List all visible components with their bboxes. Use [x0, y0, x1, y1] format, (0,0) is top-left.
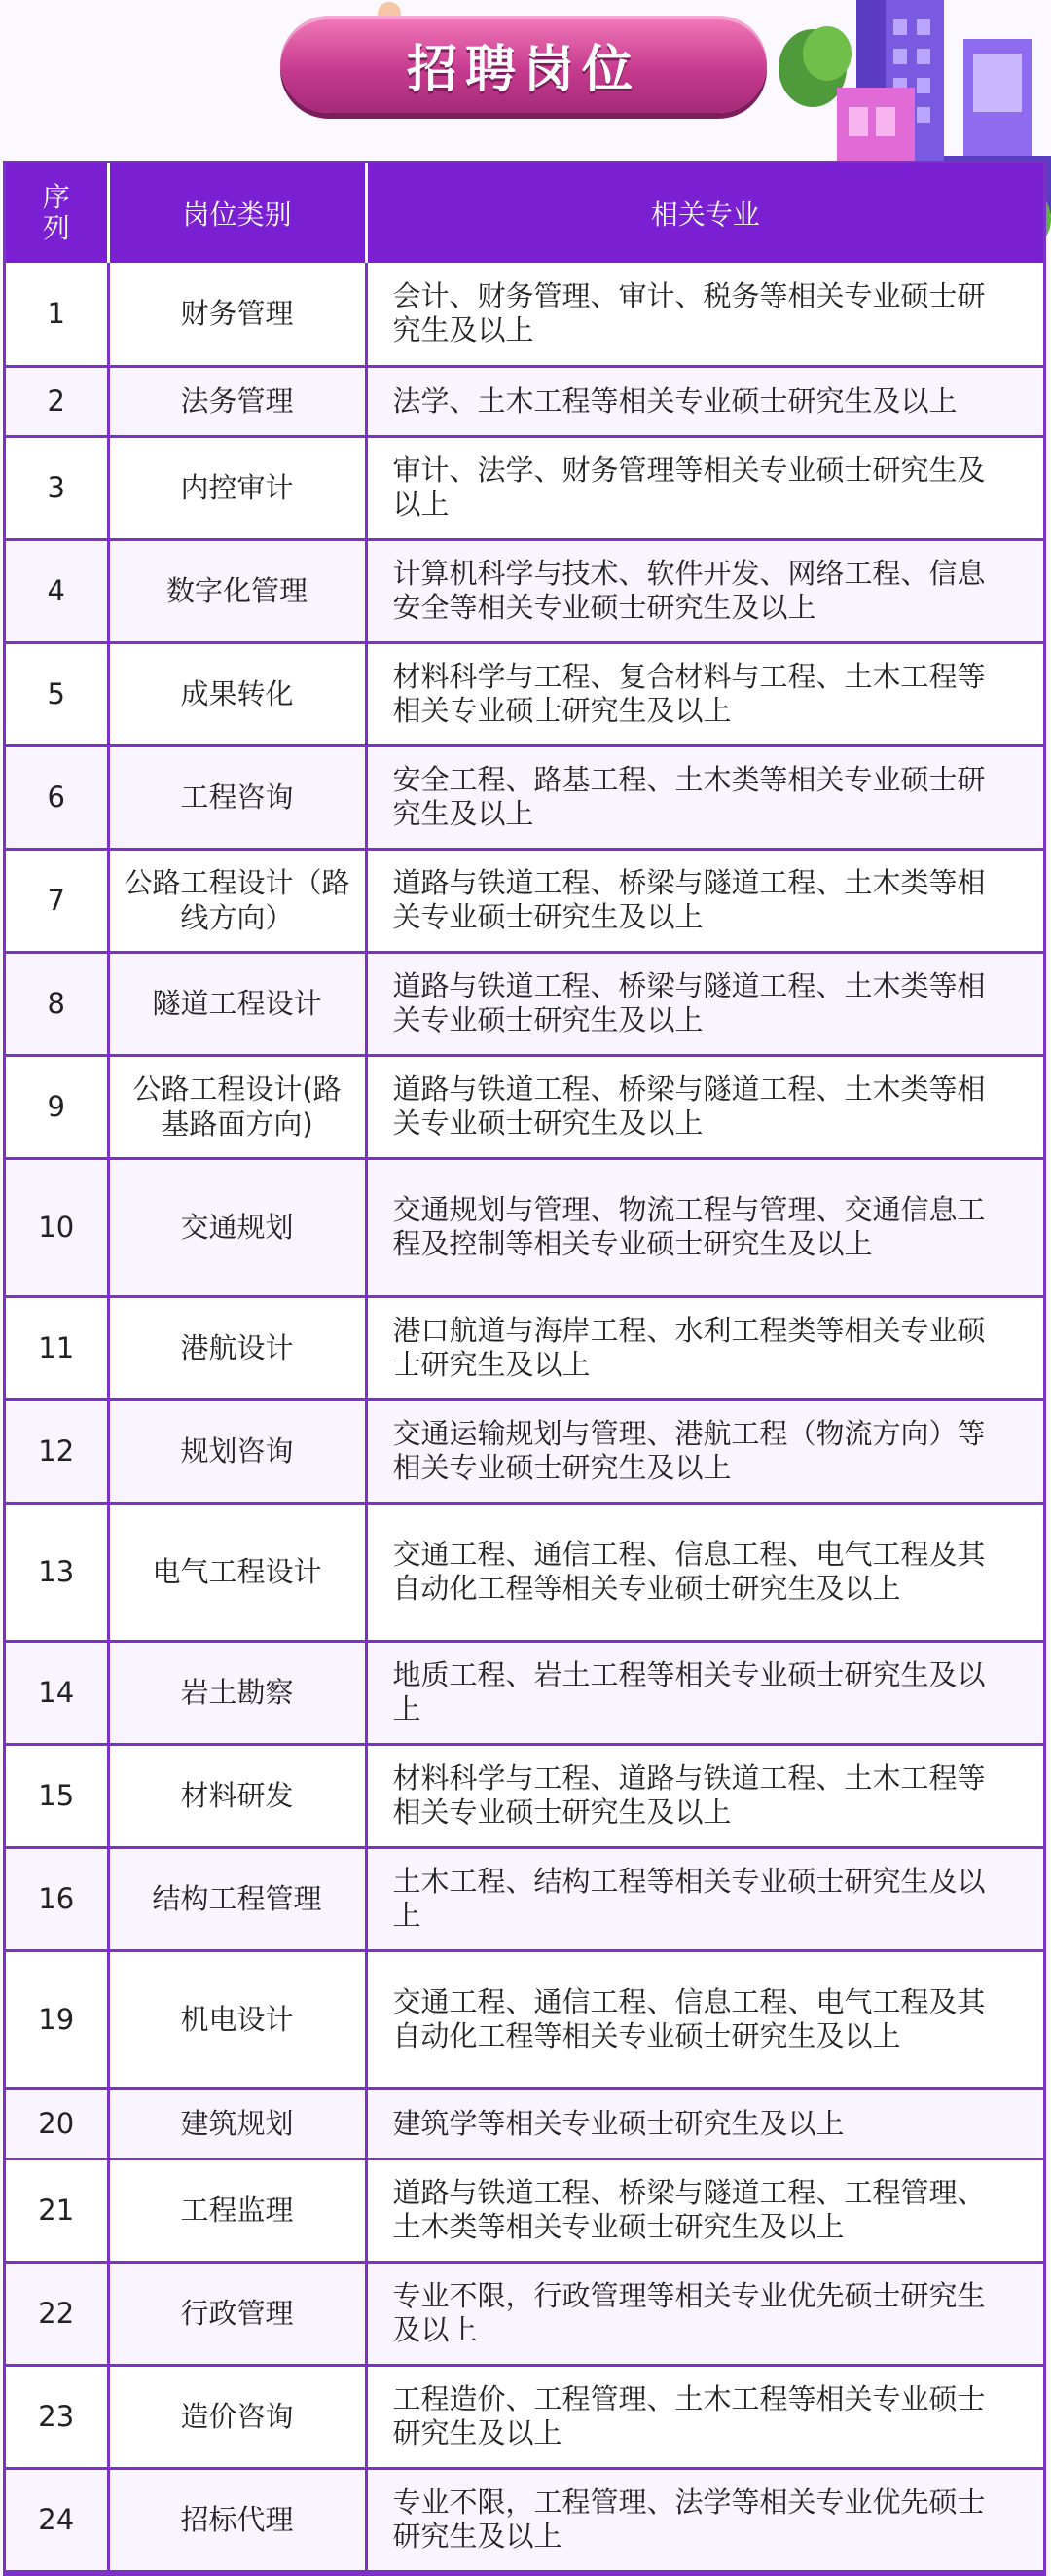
row-number: 19: [6, 1950, 108, 2088]
table-row: [6, 642, 1043, 745]
row-number: 15: [6, 1744, 108, 1847]
row-number: 12: [6, 1399, 108, 1503]
row-number: 22: [6, 2262, 108, 2365]
row-major: 交通运输规划与管理、港航工程（物流方向）等相关专业硕士研究生及以上: [366, 1399, 1043, 1503]
table-row: [6, 1744, 1043, 1847]
table-row: [6, 745, 1043, 849]
table-row: [6, 2159, 1043, 2262]
row-major: 交通工程、通信工程、信息工程、电气工程及其自动化工程等相关专业硕士研究生及以上: [366, 1950, 1043, 2088]
row-major: 专业不限，行政管理等相关专业优先硕士研究生及以上: [366, 2262, 1043, 2365]
row-number: 13: [6, 1503, 108, 1641]
row-category: 工程咨询: [108, 745, 366, 849]
row-category: 行政管理: [108, 2262, 366, 2365]
header-area: [0, 0, 1051, 161]
row-major: 审计、法学、财务管理等相关专业硕士研究生及以上: [366, 436, 1043, 539]
table-row: [6, 2088, 1043, 2159]
row-category: 内控审计: [108, 436, 366, 539]
row-major: 土木工程、结构工程等相关专业硕士研究生及以上: [366, 1847, 1043, 1950]
row-number: 14: [6, 1641, 108, 1744]
row-number: 21: [6, 2159, 108, 2262]
row-number: 9: [6, 1055, 108, 1158]
row-category: 工程监理: [108, 2159, 366, 2262]
row-category: 电气工程设计: [108, 1503, 366, 1641]
table-row: [6, 263, 1043, 366]
row-major: 材料科学与工程、道路与铁道工程、土木工程等相关专业硕士研究生及以上: [366, 1744, 1043, 1847]
row-number: 10: [6, 1158, 108, 1296]
table-row: [6, 849, 1043, 952]
table-header-row: [6, 163, 1043, 263]
row-major: 建筑学等相关专业硕士研究生及以上: [366, 2088, 1043, 2159]
banner-title: 招聘岗位: [406, 40, 640, 99]
row-major: 道路与铁道工程、桥梁与隧道工程、土木类等相关专业硕士研究生及以上: [366, 952, 1043, 1055]
table-row: [6, 2262, 1043, 2365]
row-category: 港航设计: [108, 1296, 366, 1399]
row-major: 道路与铁道工程、桥梁与隧道工程、土木类等相关专业硕士研究生及以上: [366, 1055, 1043, 1158]
row-number: 24: [6, 2468, 108, 2571]
row-category: 规划咨询: [108, 1399, 366, 1503]
row-major: 交通规划与管理、物流工程与管理、交通信息工程及控制等相关专业硕士研究生及以上: [366, 1158, 1043, 1296]
row-major: 道路与铁道工程、桥梁与隧道工程、工程管理、土木类等相关专业硕士研究生及以上: [366, 2159, 1043, 2262]
header-category: 岗位类别: [108, 163, 366, 263]
row-category: 交通规划: [108, 1158, 366, 1296]
row-category: 公路工程设计(路基路面方向): [108, 1055, 366, 1158]
row-number: 11: [6, 1296, 108, 1399]
row-category: 招标代理: [108, 2468, 366, 2571]
row-major: 道路与铁道工程、桥梁与隧道工程、土木类等相关专业硕士研究生及以上: [366, 849, 1043, 952]
row-category: 岩土勘察: [108, 1641, 366, 1744]
row-number: 6: [6, 745, 108, 849]
row-major: 专业不限，工程管理、法学等相关专业优先硕士研究生及以上: [366, 2468, 1043, 2571]
row-category: 造价咨询: [108, 2365, 366, 2468]
row-major: 法学、土木工程等相关专业硕士研究生及以上: [366, 366, 1043, 436]
table-row: [6, 952, 1043, 1055]
row-category: 建筑规划: [108, 2088, 366, 2159]
table-row: [6, 1296, 1043, 1399]
row-number: 8: [6, 952, 108, 1055]
row-category: 数字化管理: [108, 539, 366, 642]
row-number: 16: [6, 1847, 108, 1950]
table-row: [6, 1055, 1043, 1158]
row-category: 财务管理: [108, 263, 366, 366]
row-category: 隧道工程设计: [108, 952, 366, 1055]
table-row: [6, 1503, 1043, 1641]
row-major: 计算机科学与技术、软件开发、网络工程、信息安全等相关专业硕士研究生及以上: [366, 539, 1043, 642]
row-major: 交通工程、通信工程、信息工程、电气工程及其自动化工程等相关专业硕士研究生及以上: [366, 1503, 1043, 1641]
row-major: 安全工程、路基工程、土木类等相关专业硕士研究生及以上: [366, 745, 1043, 849]
table-row: [6, 1641, 1043, 1744]
row-category: 法务管理: [108, 366, 366, 436]
row-number: 20: [6, 2088, 108, 2159]
table-row: [6, 2468, 1043, 2571]
row-number: 5: [6, 642, 108, 745]
row-number: 2: [6, 366, 108, 436]
title-banner: [280, 16, 767, 113]
table-row: [6, 2365, 1043, 2468]
row-category: 机电设计: [108, 1950, 366, 2088]
row-major: 会计、财务管理、审计、税务等相关专业硕士研究生及以上: [366, 263, 1043, 366]
table-row: [6, 539, 1043, 642]
row-major: 港口航道与海岸工程、水利工程类等相关专业硕士研究生及以上: [366, 1296, 1043, 1399]
row-major: 工程造价、工程管理、土木工程等相关专业硕士研究生及以上: [366, 2365, 1043, 2468]
header-seq-label: 序 列: [42, 181, 70, 244]
row-category: 结构工程管理: [108, 1847, 366, 1950]
row-number: 7: [6, 849, 108, 952]
row-number: 1: [6, 263, 108, 366]
table-row: [6, 1950, 1043, 2088]
row-category: 成果转化: [108, 642, 366, 745]
row-number: 3: [6, 436, 108, 539]
recruitment-table: [3, 161, 1046, 2576]
table-row: [6, 366, 1043, 436]
table-row: [6, 436, 1043, 539]
table-row: [6, 1158, 1043, 1296]
row-number: 23: [6, 2365, 108, 2468]
row-category: 公路工程设计（路线方向）: [108, 849, 366, 952]
row-major: 地质工程、岩土工程等相关专业硕士研究生及以上: [366, 1641, 1043, 1744]
header-major: 相关专业: [366, 163, 1043, 263]
header-seq: [6, 163, 108, 263]
row-major: 材料科学与工程、复合材料与工程、土木工程等相关专业硕士研究生及以上: [366, 642, 1043, 745]
row-category: 材料研发: [108, 1744, 366, 1847]
row-number: 4: [6, 539, 108, 642]
table-row: [6, 1847, 1043, 1950]
table-row: [6, 1399, 1043, 1503]
